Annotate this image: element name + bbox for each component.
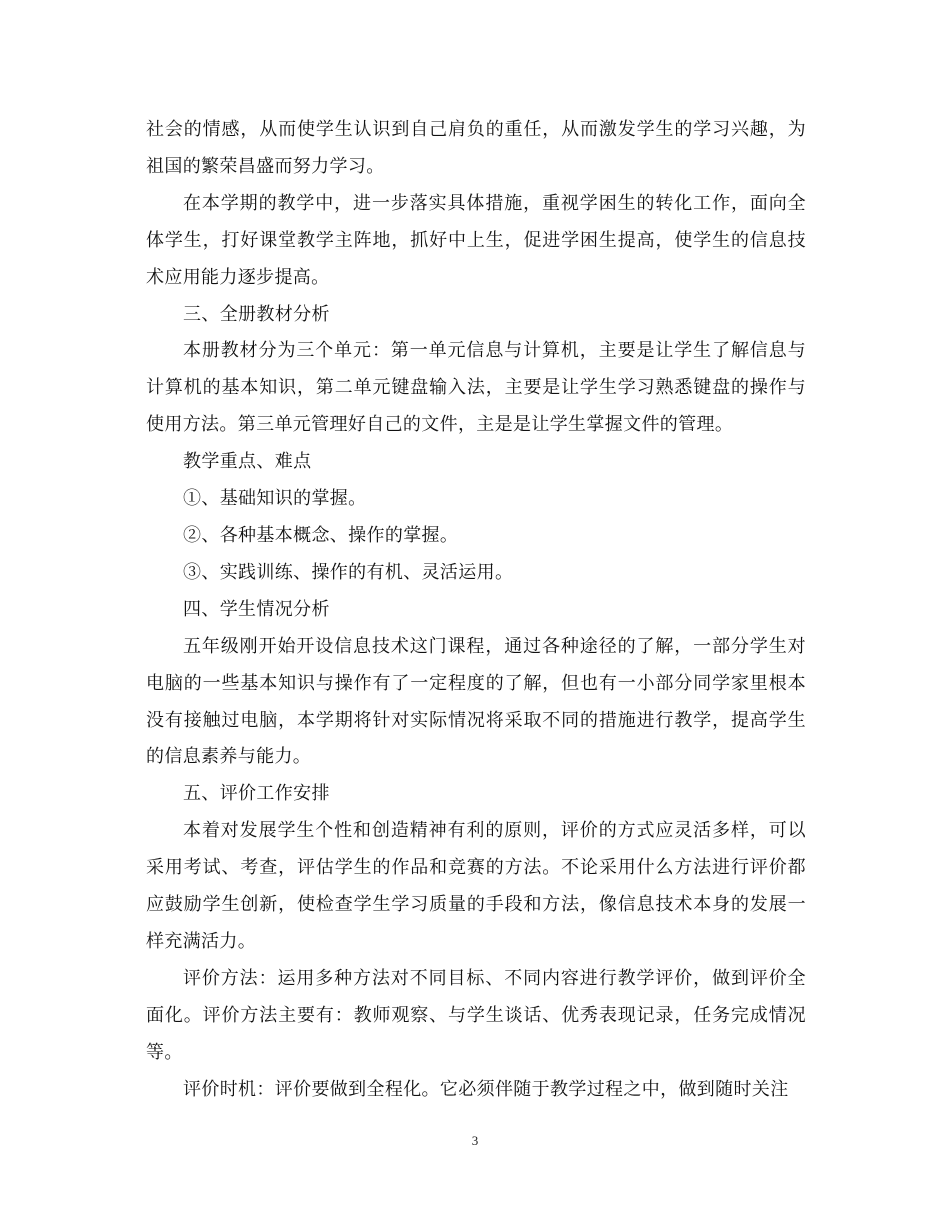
paragraph-evaluation-timing: 评价时机：评价要做到全程化。它必须伴随于教学过程之中，做到随时关注 <box>183 1078 789 1100</box>
paragraph-textbook-units: 本册教材分为三个单元：第一单元信息与计算机，主要是让学生了解信息与计算机的基本知识，第二单元键盘输入法，主要是让学生学习熟悉键盘的操作与使用方法。第三单元管理好自己的文件，主是是让学生掌握文件的管理。 <box>146 340 806 436</box>
page-number: 3 <box>471 1133 479 1148</box>
section-heading-student-analysis: 四、学生情况分析 <box>183 598 330 620</box>
list-item-1: ①、基础知识的掌握。 <box>183 488 367 510</box>
list-item-2: ②、各种基本概念、操作的掌握。 <box>183 524 459 546</box>
paragraph-2: 在本学期的教学中，进一步落实具体措施，重视学困生的转化工作，面向全体学生，打好课堂教学主阵地，抓好中上生，促进学困生提高，使学生的信息技术应用能力逐步提高。 <box>146 192 806 288</box>
paragraph-evaluation-methods: 评价方法：运用多种方法对不同目标、不同内容进行教学评价，做到评价全面化。评价方法主要有：教师观察、与学生谈话、优秀表现记录，任务完成情况等。 <box>146 967 806 1063</box>
document-body <box>146 112 806 1108</box>
paragraph-evaluation-principle: 本着对发展学生个性和创造精神有利的原则，评价的方式应灵活多样，可以采用考试、考查，评估学生的作品和竞赛的方法。不论采用什么方法进行评价都应鼓励学生创新，使检查学生学习质量的手段和方法，像信息技术本身的发展一样充满活力。 <box>146 820 806 952</box>
paragraph-student-analysis: 五年级刚开始开设信息技术这门课程，通过各种途径的了解，一部分学生对电脑的一些基本知识与操作有了一定程度的了解，但也有一小部分同学家里根本没有接触过电脑，本学期将针对实际情况将采取不同的措施进行教学，提高学生的信息素养与能力。 <box>146 635 806 768</box>
subheading-key-points: 教学重点、难点 <box>183 451 312 473</box>
section-heading-evaluation: 五、评价工作安排 <box>183 783 330 805</box>
paragraph-1: 社会的情感，从而使学生认识到自己肩负的重任，从而激发学生的学习兴趣，为祖国的繁荣昌盛而努力学习。 <box>146 119 806 177</box>
list-item-3: ③、实践训练、操作的有机、灵活运用。 <box>183 561 514 583</box>
section-heading-textbook-analysis: 三、全册教材分析 <box>183 303 330 325</box>
